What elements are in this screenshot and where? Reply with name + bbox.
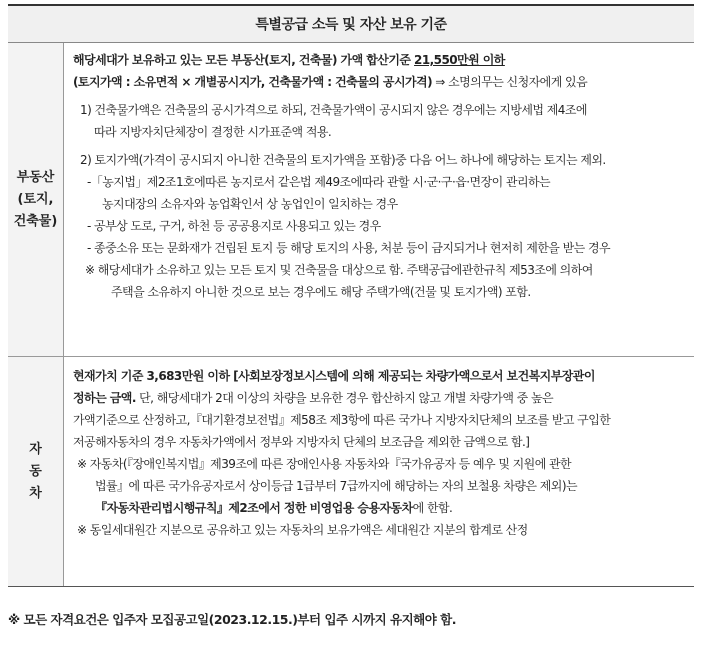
real-estate-content <box>64 43 694 356</box>
vehicle-row <box>8 357 694 586</box>
real-estate-headline <box>73 49 686 71</box>
farmland-exclusion <box>73 171 686 215</box>
headline-text: 해당세대가 보유하고 있는 모든 부동산(토지, 건축물) 가액 합산기준 <box>73 53 415 67</box>
vehicle-text: 단, 해당세대가 2대 이상의 차량을 보유한 경우 합산하지 않고 개별 차량가액 중 높은 <box>135 391 554 405</box>
note-line <box>77 497 686 519</box>
valuation-formula <box>73 71 686 93</box>
vehicle-paragraph-line <box>73 387 686 409</box>
vehicle-note-1 <box>73 453 686 519</box>
note-line: ※ 자동차(『장애인복지법』제39조에 따른 장애인사용 자동차와『국가유공자 등 예우 및 지원에 관한 <box>77 457 572 471</box>
vehicle-label <box>8 357 64 586</box>
item-line: -「농지법」제2조1호에따른 농지로서 같은법 제49조에따라 관할 시·군·구·읍·면장이 관리하는 <box>87 175 551 189</box>
real-estate-row <box>8 43 694 357</box>
building-value-item <box>73 99 686 143</box>
vehicle-note-2: ※ 동일세대원간 지분으로 공유하고 있는 자동차의 보유가액은 세대원간 지분의 합계로 산정 <box>77 523 528 537</box>
vehicle-headline: 현재가치 기준 3,683만원 이하 [사회보장정보시스템에 의해 제공되는 차량가액으로서 보건복지부장관이 <box>73 369 595 383</box>
vehicle-paragraph-line: 저공해자동차의 경우 자동차가액에서 정부와 지방자치 단체의 보조금을 제외한 금액으로 함.] <box>73 435 530 449</box>
vehicle-bold-text: 정하는 금액. <box>73 391 136 405</box>
vehicle-paragraph-line: 가액기준으로 산정하고,『대기환경보전법』제58조 제3항에 따른 국가나 지방자치단체의 보조를 받고 구입한 <box>73 413 611 427</box>
item-line: 따라 지방자치단체장이 결정한 시가표준액 적용. <box>94 125 332 139</box>
vehicle-label-char: 차 <box>29 485 42 501</box>
real-estate-label-line: 부동산 <box>16 169 55 185</box>
vehicle-content <box>64 357 694 586</box>
real-estate-label-line: (토지, <box>17 191 54 207</box>
vehicle-label-char: 자 <box>29 441 42 457</box>
item-line: 1) 건축물가액은 건축물의 공시가격으로 하되, 건축물가액이 공시되지 않은 경우에는 지방세법 제4조에 <box>80 103 587 117</box>
vehicle-label-char: 동 <box>29 463 42 479</box>
note-line: ※ 해당세대가 소유하고 있는 모든 토지 및 건축물을 대상으로 함. 주택공급에관한규칙 제53조에 의하여 <box>85 263 593 277</box>
note-line: 주택을 소유하지 아니한 것으로 보는 경우에도 해당 주택가액(건물 및 토지가액) 포함. <box>111 285 531 299</box>
real-estate-label <box>8 43 64 356</box>
restricted-land-exclusion: - 종중소유 또는 문화재가 건립된 토지 등 해당 토지의 사용, 처분 등이 금지되거나 현저히 제한을 받는 경우 <box>87 241 611 255</box>
vehicle-rule-text: 에 한함. <box>412 501 453 515</box>
vehicle-rule-bold: 『자동차관리법시행규칙』제2조에서 정한 비영업용 승용자동차 <box>95 501 413 515</box>
criteria-table <box>8 4 694 587</box>
formula-text: (토지가액 : 소유면적 × 개별공시지가, 건축물가액 : 건축물의 공시가격) <box>73 75 433 89</box>
formula-note: ⇒ 소명의무는 신청자에게 있음 <box>432 75 588 89</box>
footer-note: ※ 모든 자격요건은 입주자 모집공고일(2023.12.15.)부터 입주 시까지 유지해야 함. <box>8 612 456 627</box>
real-estate-label-line: 건축물) <box>13 213 58 229</box>
item-line: 농지대장의 소유자와 농업확인서 상 농업인이 일치하는 경우 <box>102 197 398 211</box>
real-estate-note <box>73 259 686 303</box>
table-title: 특별공급 소득 및 자산 보유 기준 <box>8 6 694 43</box>
headline-amount: 21,550만원 이하 <box>414 53 505 67</box>
note-line: 법률』에 따른 국가유공자로서 상이등급 1급부터 7급까지에 해당하는 자의 보철용 차량은 제외)는 <box>95 479 577 493</box>
public-land-exclusion: - 공부상 도로, 구거, 하천 등 공공용지로 사용되고 있는 경우 <box>87 219 381 233</box>
land-exclusion-item: 2) 토지가액(가격이 공시되지 아니한 건축물의 토지가액을 포함)중 다음 어느 하나에 해당하는 토지는 제외. <box>80 153 606 167</box>
